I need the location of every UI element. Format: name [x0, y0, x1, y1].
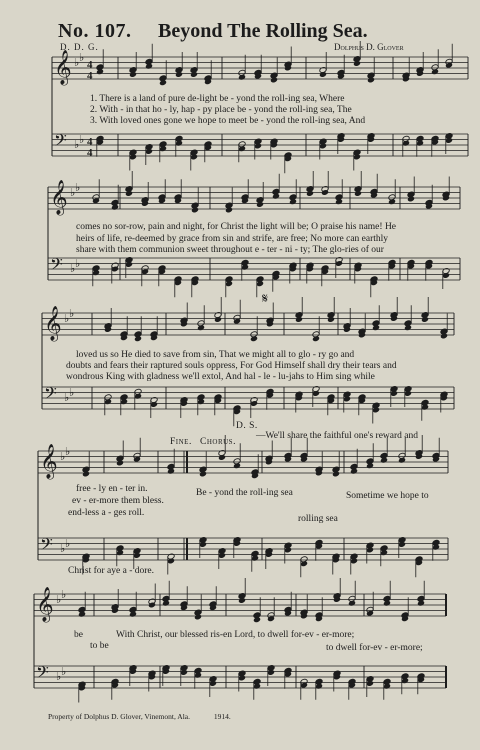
footer: [48, 712, 231, 721]
lyric-s2-v2: heirs of life, re-deemed by grace from sin and strife, are free; No more can earthly: [76, 234, 389, 244]
time-signature-bottom: 4: [87, 70, 93, 82]
flat-icon: ♭: [70, 186, 76, 199]
fine-mark: Fine.: [170, 437, 192, 447]
words-credit: Dolphus D. Glover: [334, 42, 404, 52]
segno-icon: 𝄋: [262, 291, 269, 307]
bass-clef-icon: 𝄢: [36, 662, 49, 686]
footer-year: 1914.: [213, 712, 231, 721]
hymn-number: No. 107.: [58, 20, 132, 42]
flat-icon: ♭: [79, 133, 85, 146]
chorus-mark: Chorus.: [200, 437, 236, 447]
lyric-s3-v3: wondrous King with gladness we'll extol, And hal - le - lu-jahs to Him sing while: [66, 372, 375, 382]
bass-clef-icon: 𝄢: [54, 130, 67, 154]
chorus-lyric-2: Sometime we hope to: [346, 491, 429, 501]
lyric-s4-v2: ev - er-more them bless.: [72, 496, 164, 506]
time-signature-bottom: 4: [87, 147, 93, 159]
flat-icon: ♭: [60, 542, 66, 555]
ds-line: —We'll share the faithful one's reward and: [256, 431, 418, 441]
treble-clef-icon: 𝄞: [50, 180, 68, 215]
chorus-lyric-1: Be - yond the roll-ing sea: [196, 488, 293, 498]
lyric-s3-v1: loved us so He died to save from sin, That we might all to glo - ry go and: [76, 350, 355, 360]
lyric-s1-v1: 1. There is a land of pure de-light be - yond the roll-ing sea, Where: [90, 94, 345, 104]
lyric-s4-bass: Christ for aye a - dore.: [68, 566, 154, 576]
flat-icon: ♭: [65, 445, 71, 458]
lyric-s5-to-be: to be: [90, 641, 109, 651]
flat-icon: ♭: [64, 391, 70, 404]
flat-icon: ♭: [74, 138, 80, 151]
flat-icon: ♭: [74, 56, 80, 69]
flat-icon: ♭: [61, 588, 67, 601]
music-credit: D. D. G.: [60, 42, 99, 52]
lyric-s1-v3: 3. With loved ones gone we hope to meet be - yond the roll-ing sea, And: [90, 116, 366, 126]
treble-clef-icon: 𝄞: [44, 306, 62, 341]
flat-icon: ♭: [75, 257, 81, 270]
lyric-s5-be: be: [74, 630, 83, 640]
hymn-title: Beyond The Rolling Sea.: [158, 20, 368, 42]
flat-icon: ♭: [69, 386, 75, 399]
ds-mark: D. S.: [236, 421, 258, 431]
treble-clef-icon: 𝄞: [54, 50, 72, 85]
chorus-echo: rolling sea: [298, 514, 338, 524]
flat-icon: ♭: [79, 51, 85, 64]
flat-icon: ♭: [65, 537, 71, 550]
time-signature-top: 4: [87, 59, 93, 71]
lyric-s1-v2: 2. With - in that ho - ly, hap - py place be - yond the roll-ing sea, The: [90, 105, 352, 115]
flat-icon: ♭: [56, 670, 62, 683]
flat-icon: ♭: [60, 450, 66, 463]
lyric-s2-v3: share with them communion sweet throughout e - ter - ni - ty; The glo-ries of our: [76, 245, 384, 255]
treble-clef-icon: 𝄞: [36, 587, 54, 622]
flat-icon: ♭: [75, 181, 81, 194]
lyric-s4-v1: free - ly en - ter in.: [76, 484, 148, 494]
lyric-s2-v1: comes no sor-row, pain and night, for Christ the light will be; O praise his name! He: [76, 222, 397, 232]
time-signature-top: 4: [87, 136, 93, 148]
lyric-s3-v2: doubts and fears their raptured souls oppress, For God Himself shall dry their tears and: [66, 361, 397, 371]
bass-clef-icon: 𝄢: [50, 254, 63, 278]
treble-clef-icon: 𝄞: [40, 444, 58, 479]
flat-icon: ♭: [56, 593, 62, 606]
flat-icon: ♭: [69, 307, 75, 320]
flat-icon: ♭: [64, 312, 70, 325]
flat-icon: ♭: [61, 665, 67, 678]
bass-clef-icon: 𝄢: [40, 534, 53, 558]
bass-clef-icon: 𝄢: [44, 383, 57, 407]
flat-icon: ♭: [70, 262, 76, 275]
lyric-s4-v3: end-less a - ges roll.: [68, 508, 145, 518]
footer-property: Property of Dolphus D. Glover, Vinemont, Ala.: [48, 712, 191, 721]
lyric-s5-main: With Christ, our blessed ris-en Lord, to dwell for-ev - er-more;: [116, 630, 355, 640]
lyric-s5-dwell: to dwell for-ev - er-more;: [326, 643, 423, 653]
